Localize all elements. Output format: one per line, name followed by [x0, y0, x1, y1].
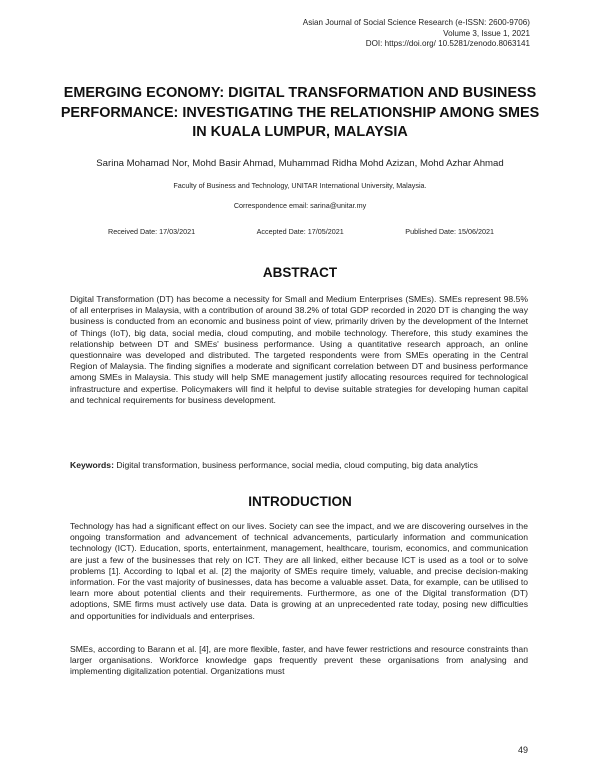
- affiliation: Faculty of Business and Technology, UNITAR International University, Malaysia.: [173, 181, 427, 190]
- introduction-paragraph-1: Technology has had a significant effect on our lives. Society can see the impact, and we are discovering ourselves in the ongoing transformation and advancement of technical advancements, particularly information and communication technology (ICT). Education, sports, entertainment, management, healthcare, tourism, economics, and communication are just a few of the businesses that rely on ICT. They are all linked, either because ICT is used as a tool or to solve problems [1]. According to Iqbal et al. [2] the majority of SMEs require timely, valuable, and precise decision-making information. For the vast majority of businesses, data has become a valuable asset. Data, for example, can be utilised to learn more about potential clients and their requirements. Furthermore, as one of the Digital transformation (DT) adoptions, SME firms must actively use data. Data is growing at an unprecedented rate today, posing new difficulties and opportunities for individuals and enterprises.: [70, 521, 528, 621]
- keywords-text: Digital transformation, business performance, social media, cloud computing, big data analytics: [113, 460, 478, 470]
- keywords-label: Keywords:: [70, 460, 114, 470]
- abstract-heading: ABSTRACT: [262, 265, 338, 280]
- introduction-heading: INTRODUCTION: [248, 494, 352, 509]
- paper-title: EMERGING ECONOMY: DIGITAL TRANSFORMATION AND BUSINESS PERFORMANCE: INVESTIGATING THE RELATIONSHIP AMONG SMES IN KUALA LUMPUR, MALAYSIA: [60, 85, 540, 140]
- author-list: Sarina Mohamad Nor, Mohd Basir Ahmad, Muhammad Ridha Mohd Azizan, Mohd Azhar Ahmad: [96, 158, 504, 169]
- publication-dates: [108, 227, 494, 236]
- journal-name: Asian Journal of Social Science Research (e-ISSN: 2600-9706): [302, 18, 530, 27]
- abstract-text: Digital Transformation (DT) has become a necessity for Small and Medium Enterprises (SMEs). SMEs represent 98.5% of all enterprises in Malaysia, with a contribution of around 38.2% of total GDP recorded in 2020 DT is changing the way business is conducted from an economic and business point of view, primarily driven by the development of the Internet of Things (IoT), big data, social media, cloud computing, and mobile technology. Therefore, this study examines the relationship between DT and SMEs' business performance. Using a quantitative research approach, an online questionnaire was developed and distributed. The targeted respondents were from SMEs operating in the Central Region of Malaysia. The finding signifies a moderate and significant correlation between DT and business performance among SMEs in Malaysia. This study will help SME management justify allocating resources required for technological infrastructure and expertise. Policymakers will find it helpful to devise suitable strategies for developing human capital and technical requirements for business development.: [70, 294, 528, 405]
- journal-volume: Volume 3, Issue 1, 2021: [443, 28, 530, 38]
- keywords: [70, 460, 528, 471]
- published-date: Published Date: 15/06/2021: [405, 227, 494, 236]
- accepted-date: Accepted Date: 17/05/2021: [256, 227, 344, 236]
- journal-header: [210, 18, 530, 50]
- page-number: 49: [517, 745, 528, 755]
- introduction-paragraph-2: SMEs, according to Barann et al. [4], are more flexible, faster, and have fewer restrictions and resource constraints than larger organisations. Workforce knowledge gaps frequently prevent these organisations from analysing and implementing digitalization potential. Organizations must: [70, 644, 528, 677]
- journal-doi[interactable]: DOI: https://doi.org/ 10.5281/zenodo.8063141: [365, 39, 530, 49]
- received-date: Received Date: 17/03/2021: [108, 227, 196, 236]
- correspondence-email[interactable]: Correspondence email: sarina@unitar.my: [233, 201, 367, 210]
